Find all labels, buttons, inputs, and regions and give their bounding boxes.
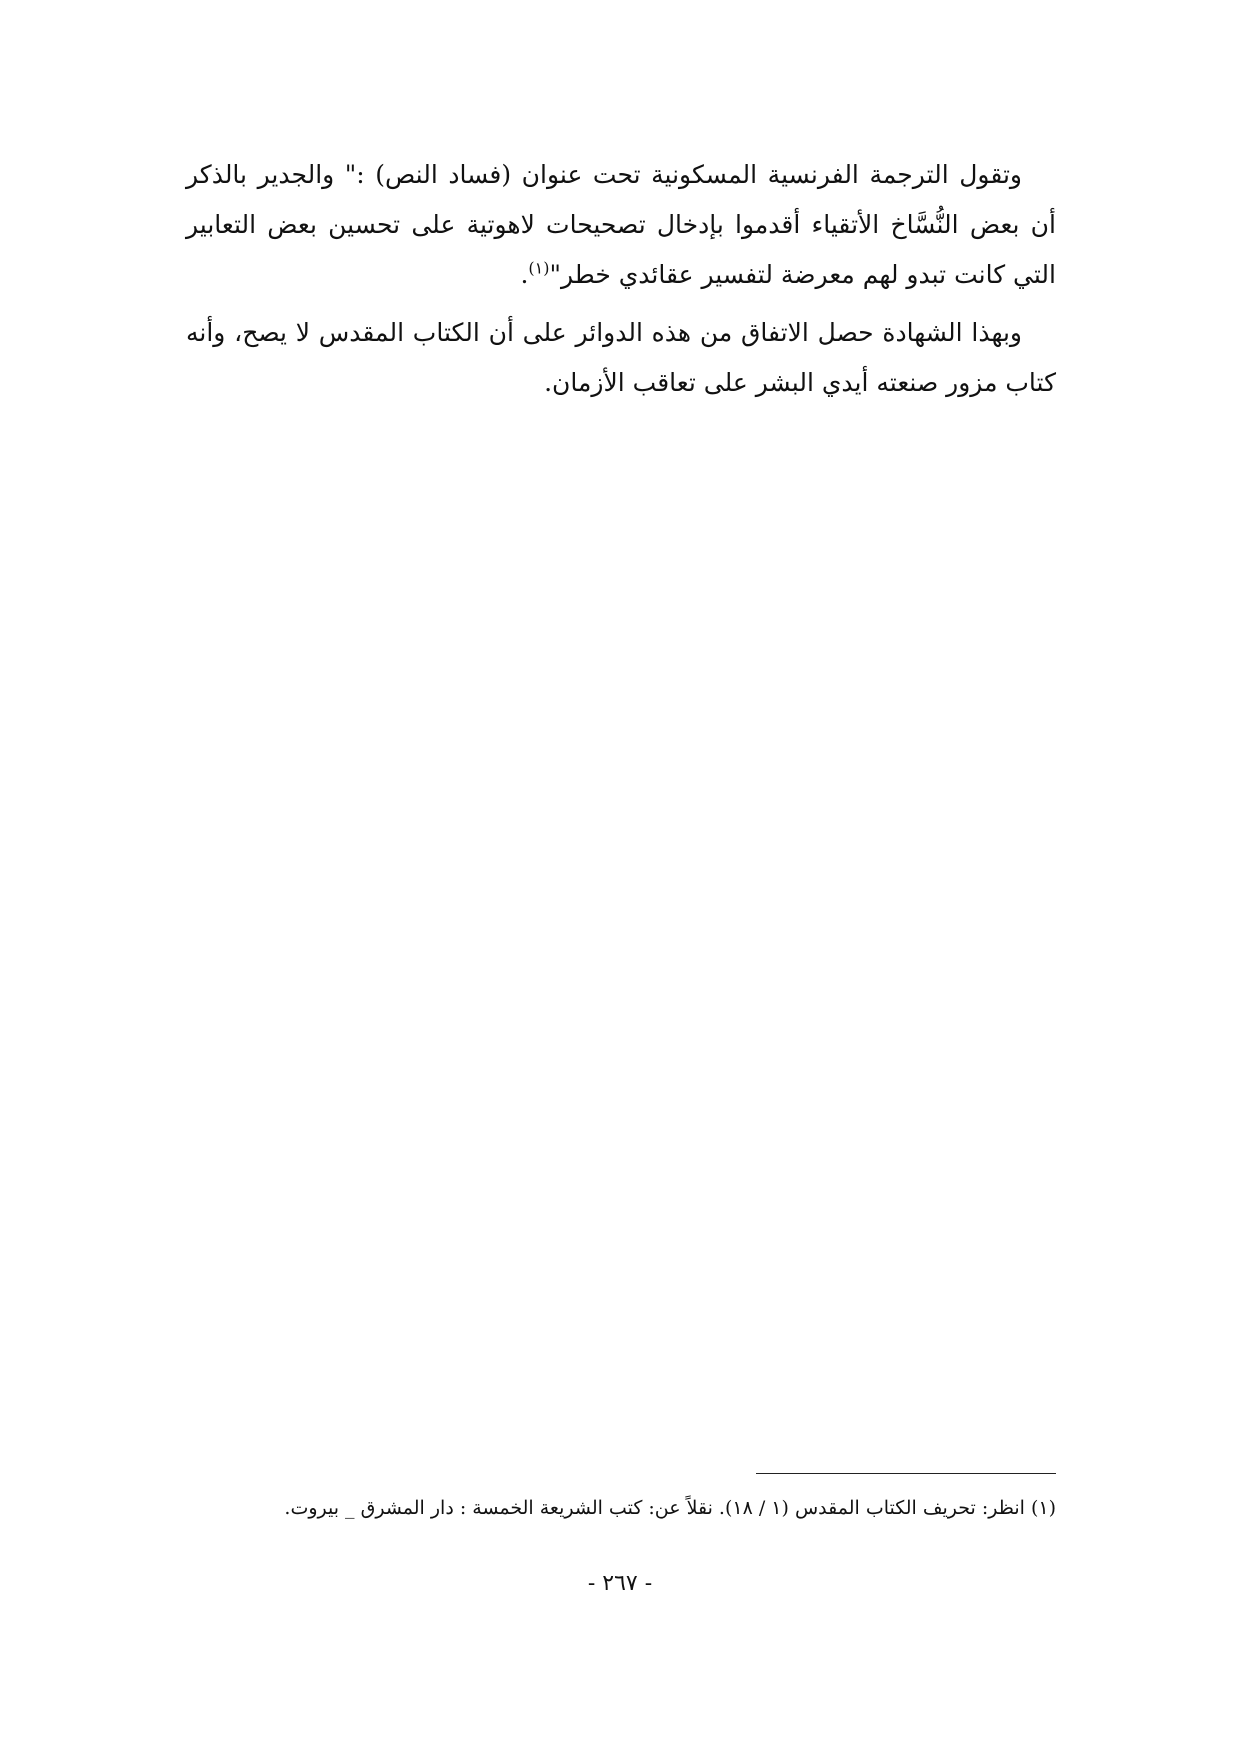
- paragraph-2: [186, 308, 1056, 408]
- paragraph-1-text: وتقول الترجمة الفرنسية المسكونية تحت عنوان (فساد النص) :" والجدير بالذكر أن بعض النُّسَّاخ الأتقياء أقدموا بإدخال تصحيحات لاهوتية على تحسين بعض التعابير التي كانت تبدو لهم معرضة لتفسير عقائدي خطر": [186, 160, 1056, 289]
- paragraph-2-text: وبهذا الشهادة حصل الاتفاق من هذه الدوائر على أن الكتاب المقدس لا يصح، وأنه كتاب مزور صنعته أيدي البشر على تعاقب الأزمان.: [186, 318, 1056, 397]
- paragraph-1-tail: .: [520, 260, 529, 289]
- footnote-1: (١) انظر: تحريف الكتاب المقدس (١ / ١٨). نقلاً عن: كتب الشريعة الخمسة : دار المشرق _ بيروت.: [284, 1497, 1056, 1519]
- paragraph-1: [186, 150, 1056, 300]
- body-text: [186, 150, 1056, 416]
- footnote-separator: [756, 1473, 1056, 1474]
- page-number: - ٢٦٧ -: [587, 1571, 653, 1596]
- footnote-reference-1: (١): [528, 258, 550, 278]
